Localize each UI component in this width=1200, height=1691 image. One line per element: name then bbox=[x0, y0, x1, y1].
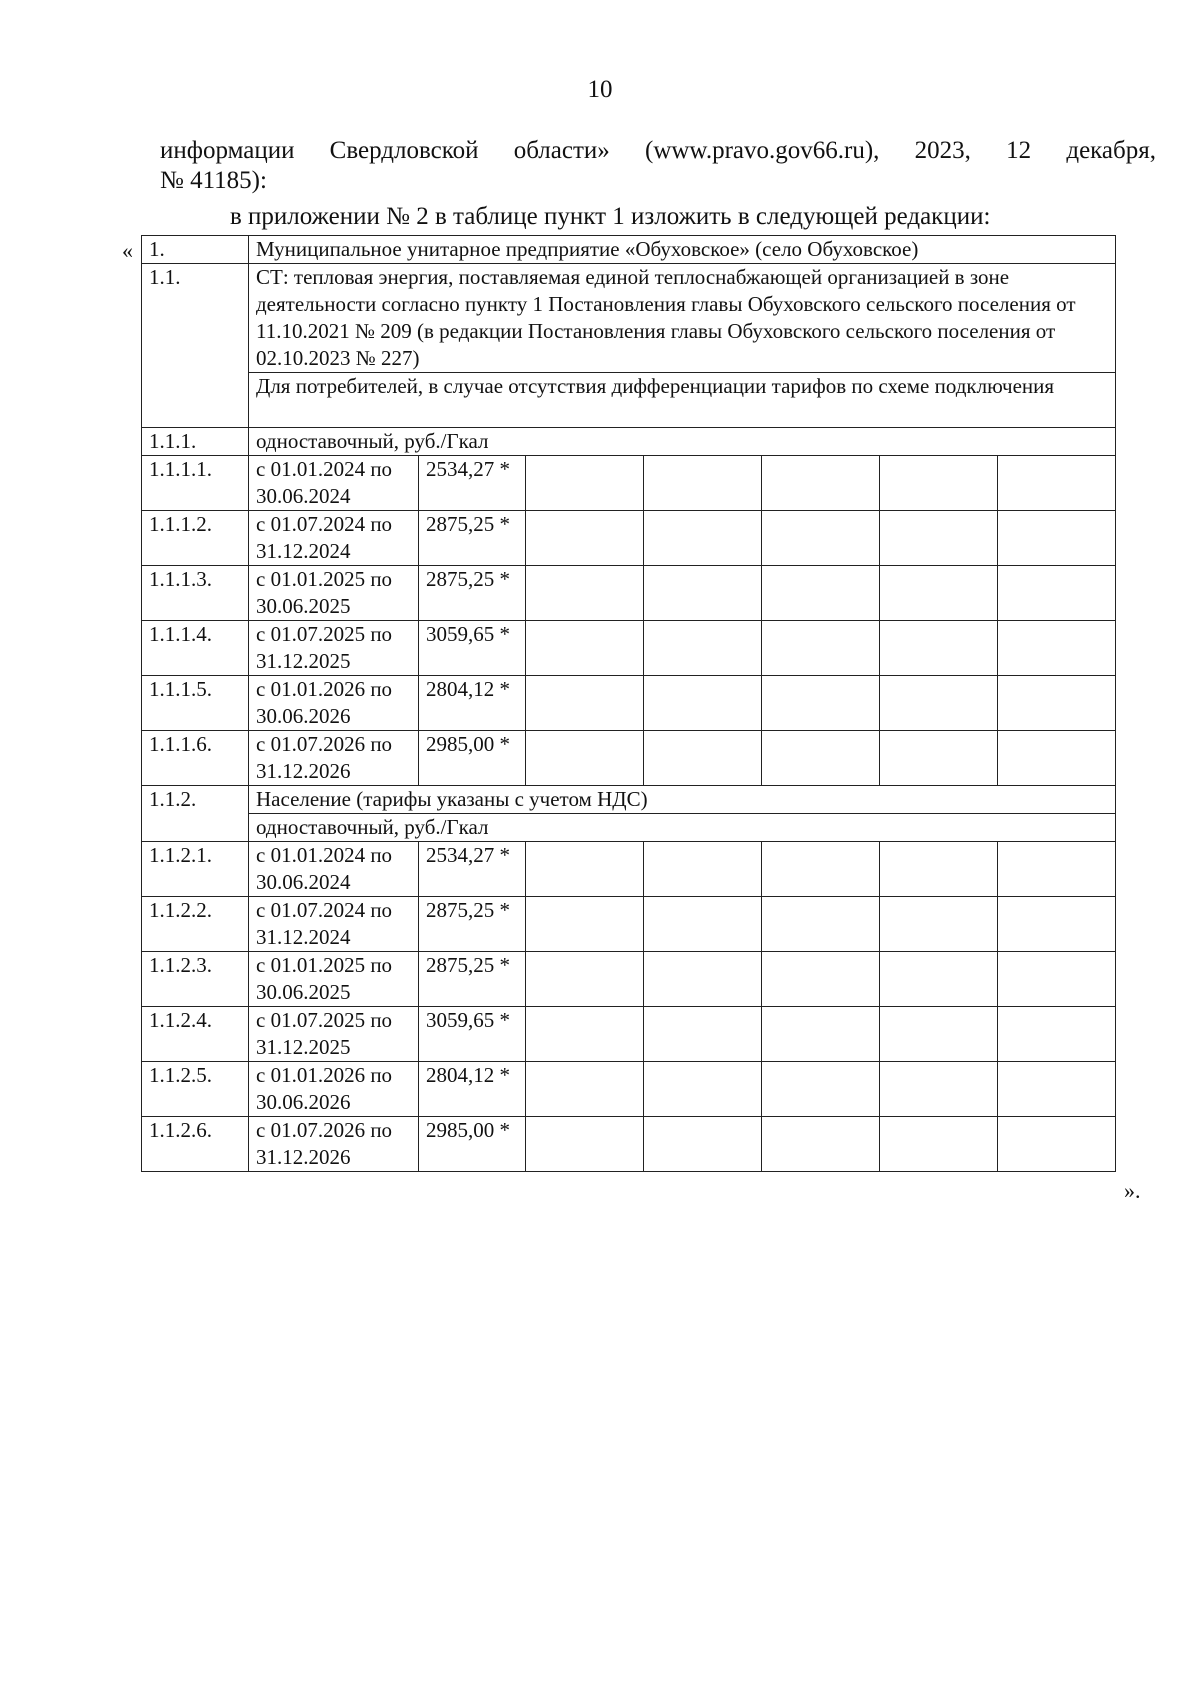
empty-cell bbox=[644, 1117, 762, 1172]
tariff-row bbox=[142, 952, 1116, 1007]
empty-cell bbox=[880, 842, 998, 897]
row-number: 1.1.1.1. bbox=[142, 456, 249, 511]
empty-cell bbox=[880, 1062, 998, 1117]
empty-cell bbox=[998, 621, 1116, 676]
empty-cell bbox=[644, 676, 762, 731]
tariff-period: с 01.07.2024 по 31.12.2024 bbox=[249, 511, 419, 566]
intro-line-1: информации Свердловской области» (www.pravo.gov66.ru), 2023, 12 декабря, bbox=[160, 137, 1156, 164]
empty-cell bbox=[880, 731, 998, 786]
table-row bbox=[142, 264, 1116, 373]
opening-quote: « bbox=[122, 238, 133, 263]
empty-cell bbox=[762, 731, 880, 786]
empty-cell bbox=[526, 676, 644, 731]
tariff-period: с 01.07.2026 по 31.12.2026 bbox=[249, 1117, 419, 1172]
tariff-row bbox=[142, 1007, 1116, 1062]
tariff-period: с 01.01.2025 по 30.06.2025 bbox=[249, 566, 419, 621]
empty-cell bbox=[998, 1062, 1116, 1117]
tariff-period: с 01.01.2025 по 30.06.2025 bbox=[249, 952, 419, 1007]
row-number: 1.1.1.4. bbox=[142, 621, 249, 676]
empty-cell bbox=[762, 1062, 880, 1117]
empty-cell bbox=[526, 1117, 644, 1172]
empty-cell bbox=[762, 1007, 880, 1062]
tariff-period: с 01.07.2025 по 31.12.2025 bbox=[249, 621, 419, 676]
intro-line-2: № 41185): bbox=[160, 167, 267, 194]
tariff-row bbox=[142, 676, 1116, 731]
tariff-row bbox=[142, 897, 1116, 952]
empty-cell bbox=[880, 511, 998, 566]
row-number: 1.1.2.5. bbox=[142, 1062, 249, 1117]
empty-cell bbox=[880, 897, 998, 952]
empty-cell bbox=[762, 1117, 880, 1172]
empty-cell bbox=[526, 566, 644, 621]
closing-quote: ». bbox=[1124, 1178, 1141, 1203]
empty-cell bbox=[998, 1117, 1116, 1172]
table-row bbox=[142, 814, 1116, 842]
tariff-value: 2804,12 * bbox=[419, 1062, 526, 1117]
empty-cell bbox=[998, 676, 1116, 731]
empty-cell bbox=[526, 1062, 644, 1117]
empty-cell bbox=[880, 1007, 998, 1062]
row-number: 1.1.2.4. bbox=[142, 1007, 249, 1062]
empty-cell bbox=[880, 621, 998, 676]
population-category: Население (тарифы указаны с учетом НДС) bbox=[249, 786, 1116, 814]
tariff-value: 2875,25 * bbox=[419, 897, 526, 952]
tariff-period: с 01.01.2026 по 30.06.2026 bbox=[249, 676, 419, 731]
tariff-value: 2875,25 * bbox=[419, 566, 526, 621]
tariff-period: с 01.07.2024 по 31.12.2024 bbox=[249, 897, 419, 952]
tariff-type: одноставочный, руб./Гкал bbox=[249, 428, 1116, 456]
tariff-row bbox=[142, 1117, 1116, 1172]
tariff-period: с 01.01.2024 по 30.06.2024 bbox=[249, 842, 419, 897]
tariff-period: с 01.01.2026 по 30.06.2026 bbox=[249, 1062, 419, 1117]
page-number: 10 bbox=[587, 76, 613, 103]
empty-cell bbox=[762, 566, 880, 621]
tariff-value: 2985,00 * bbox=[419, 1117, 526, 1172]
empty-cell bbox=[526, 897, 644, 952]
empty-cell bbox=[526, 621, 644, 676]
tariff-period: с 01.07.2025 по 31.12.2025 bbox=[249, 1007, 419, 1062]
empty-cell bbox=[644, 621, 762, 676]
instruction-text: в приложении № 2 в таблице пункт 1 изложить в следующей редакции: bbox=[230, 203, 991, 230]
tariff-row bbox=[142, 842, 1116, 897]
row-number: 1.1.1. bbox=[142, 428, 249, 456]
table-row bbox=[142, 373, 1116, 428]
empty-cell bbox=[526, 952, 644, 1007]
tariff-period: с 01.07.2026 по 31.12.2026 bbox=[249, 731, 419, 786]
empty-cell bbox=[880, 1117, 998, 1172]
empty-cell bbox=[644, 842, 762, 897]
empty-cell bbox=[762, 952, 880, 1007]
tariff-row bbox=[142, 731, 1116, 786]
row-number: 1.1. bbox=[142, 264, 249, 428]
empty-cell bbox=[880, 952, 998, 1007]
empty-cell bbox=[998, 842, 1116, 897]
tariff-row bbox=[142, 456, 1116, 511]
empty-cell bbox=[998, 511, 1116, 566]
tariff-row bbox=[142, 511, 1116, 566]
empty-cell bbox=[998, 897, 1116, 952]
empty-cell bbox=[762, 842, 880, 897]
empty-cell bbox=[526, 842, 644, 897]
tariff-row bbox=[142, 621, 1116, 676]
empty-cell bbox=[762, 456, 880, 511]
empty-cell bbox=[762, 511, 880, 566]
tariff-value: 2534,27 * bbox=[419, 456, 526, 511]
empty-cell bbox=[644, 897, 762, 952]
row-number: 1.1.2. bbox=[142, 786, 249, 842]
empty-cell bbox=[526, 511, 644, 566]
tariff-value: 2804,12 * bbox=[419, 676, 526, 731]
empty-cell bbox=[880, 566, 998, 621]
row-number: 1.1.1.3. bbox=[142, 566, 249, 621]
tariff-period: с 01.01.2024 по 30.06.2024 bbox=[249, 456, 419, 511]
empty-cell bbox=[644, 566, 762, 621]
service-description: СТ: тепловая энергия, поставляемая единой теплоснабжающей организацией в зоне деятельности согласно пункту 1 Постановления главы Обуховского сельского поселения от 11.10.2021 № 209 (в редакции Постановления главы Обуховского сельского поселения от 02.10.2023 № 227) bbox=[249, 264, 1116, 373]
tariff-type: одноставочный, руб./Гкал bbox=[249, 814, 1116, 842]
row-number: 1.1.2.6. bbox=[142, 1117, 249, 1172]
empty-cell bbox=[644, 456, 762, 511]
consumer-category: Для потребителей, в случае отсутствия дифференциации тарифов по схеме подключения bbox=[249, 373, 1116, 428]
empty-cell bbox=[526, 731, 644, 786]
row-number: 1.1.1.6. bbox=[142, 731, 249, 786]
empty-cell bbox=[998, 731, 1116, 786]
empty-cell bbox=[998, 1007, 1116, 1062]
empty-cell bbox=[880, 456, 998, 511]
empty-cell bbox=[762, 621, 880, 676]
tariff-value: 3059,65 * bbox=[419, 1007, 526, 1062]
table-row bbox=[142, 786, 1116, 814]
empty-cell bbox=[526, 1007, 644, 1062]
tariff-value: 2985,00 * bbox=[419, 731, 526, 786]
empty-cell bbox=[644, 1062, 762, 1117]
empty-cell bbox=[526, 456, 644, 511]
tariff-group-consumers bbox=[142, 456, 1116, 786]
empty-cell bbox=[644, 731, 762, 786]
row-number: 1.1.1.5. bbox=[142, 676, 249, 731]
empty-cell bbox=[644, 511, 762, 566]
tariff-row bbox=[142, 566, 1116, 621]
row-number: 1.1.2.1. bbox=[142, 842, 249, 897]
row-number: 1. bbox=[142, 236, 249, 264]
row-number: 1.1.2.2. bbox=[142, 897, 249, 952]
empty-cell bbox=[644, 952, 762, 1007]
tariff-row bbox=[142, 1062, 1116, 1117]
empty-cell bbox=[998, 566, 1116, 621]
organization-name: Муниципальное унитарное предприятие «Обуховское» (село Обуховское) bbox=[249, 236, 1116, 264]
tariff-group-population bbox=[142, 842, 1116, 1172]
empty-cell bbox=[998, 952, 1116, 1007]
table-row bbox=[142, 236, 1116, 264]
tariff-value: 3059,65 * bbox=[419, 621, 526, 676]
empty-cell bbox=[644, 1007, 762, 1062]
row-number: 1.1.2.3. bbox=[142, 952, 249, 1007]
empty-cell bbox=[762, 676, 880, 731]
tariff-value: 2875,25 * bbox=[419, 952, 526, 1007]
row-number: 1.1.1.2. bbox=[142, 511, 249, 566]
tariff-value: 2875,25 * bbox=[419, 511, 526, 566]
table-row bbox=[142, 428, 1116, 456]
tariff-value: 2534,27 * bbox=[419, 842, 526, 897]
empty-cell bbox=[762, 897, 880, 952]
empty-cell bbox=[880, 676, 998, 731]
empty-cell bbox=[998, 456, 1116, 511]
tariff-table bbox=[141, 235, 1116, 1172]
